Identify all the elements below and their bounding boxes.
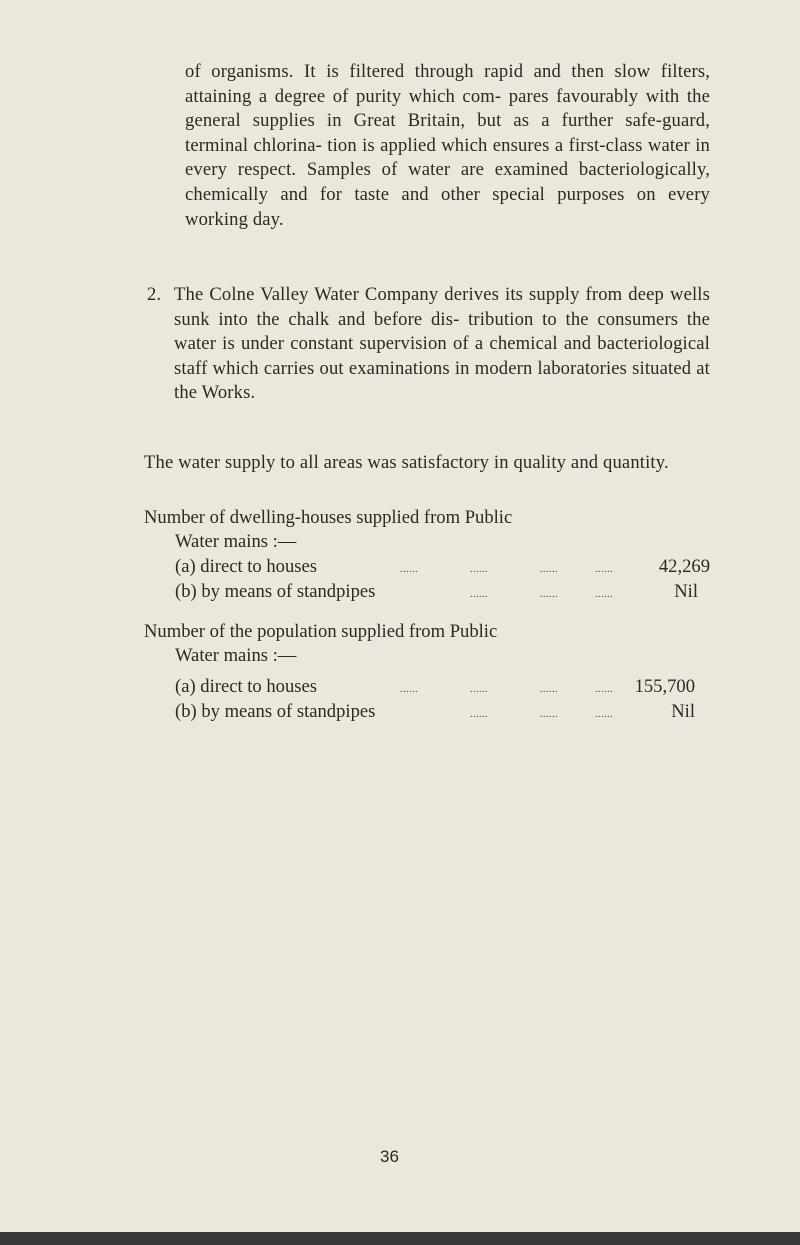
row-label: (b) by means of standpipes: [175, 701, 376, 722]
row-label: (b) by means of standpipes: [175, 581, 376, 602]
leader-dots: ......: [540, 684, 558, 695]
dwellings-heading-continued: Water mains :—: [175, 531, 297, 552]
paragraph-filtration: of organisms. It is filtered through rapid and then slow filters, attaining a degree of purity which com- pares favourably with the general supplies in Great Britain, but as a further safe-guard, terminal chlorina- tion is applied which ensures a first-class water in every respect. Samples of water are examined bacteriologically, chemically and for taste and other special purposes on every working day.: [185, 61, 710, 230]
numbered-item-colne-valley: [147, 283, 710, 406]
population-heading-continued: Water mains :—: [175, 645, 297, 666]
leader-dots: ......: [540, 564, 558, 575]
item-number: 2.: [147, 284, 162, 305]
row-label: (a) direct to houses: [175, 676, 317, 697]
row-value: Nil: [671, 701, 695, 722]
population-heading: Number of the population supplied from Public: [144, 621, 498, 642]
leader-dots: ......: [595, 684, 613, 695]
row-label: (a) direct to houses: [175, 556, 317, 577]
leader-dots: ......: [595, 589, 613, 600]
leader-dots: ......: [595, 709, 613, 720]
leader-dots: ......: [540, 709, 558, 720]
row-value: 42,269: [658, 556, 710, 577]
dwellings-row-direct: [175, 555, 710, 579]
page-number: 36: [380, 1147, 399, 1166]
leader-dots: ......: [470, 564, 488, 575]
population-row-standpipes: [175, 700, 710, 724]
row-value: 155,700: [634, 676, 695, 697]
leader-dots: ......: [400, 564, 418, 575]
paragraph-supply-satisfactory: The water supply to all areas was satisfactory in quality and quantity.: [144, 452, 669, 473]
leader-dots: ......: [400, 684, 418, 695]
leader-dots: ......: [540, 589, 558, 600]
row-value: Nil: [674, 581, 698, 602]
leader-dots: ......: [470, 684, 488, 695]
population-row-direct: [175, 675, 710, 699]
leader-dots: ......: [595, 564, 613, 575]
dwellings-heading: Number of dwelling-houses supplied from Public: [144, 507, 513, 528]
leader-dots: ......: [470, 589, 488, 600]
scan-bottom-edge: [0, 1232, 800, 1245]
leader-dots: ......: [470, 709, 488, 720]
item-text: The Colne Valley Water Company derives its supply from deep wells sunk into the chalk and before dis- tribution to the consumers the water is under constant supervision of a chemical and bacteriological staff which carries out examinations in modern laboratories situated at the Works.: [174, 284, 710, 404]
dwellings-row-standpipes: [175, 580, 710, 604]
